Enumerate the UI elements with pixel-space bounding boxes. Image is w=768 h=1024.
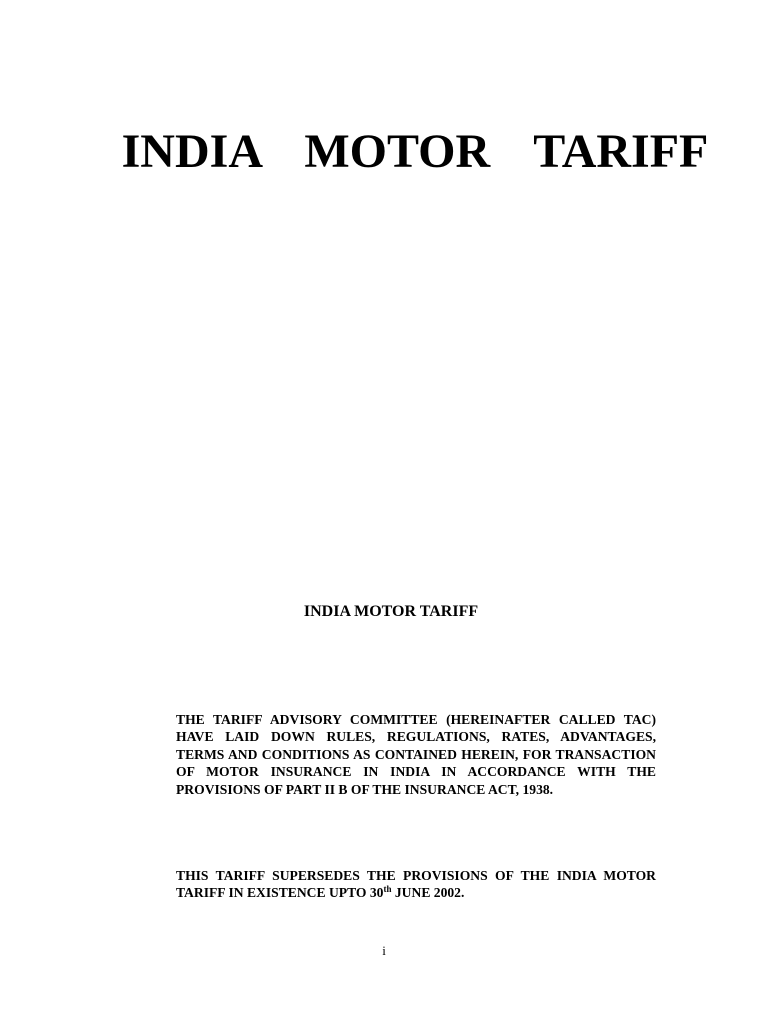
date-ordinal-superscript: th	[383, 884, 392, 895]
sub-title: INDIA MOTOR TARIFF	[303, 603, 479, 620]
page-number: i	[382, 943, 386, 958]
paragraph-supersedes-text: THIS TARIFF SUPERSEDES THE PROVISIONS OF THE INDIA MOTOR TARIFF IN EXISTENCE UPTO 30	[176, 868, 656, 901]
paragraph-supersedes	[176, 867, 656, 902]
paragraph-supersedes-date-end: JUNE 2002.	[391, 885, 465, 901]
main-title: INDIA MOTOR TARIFF	[121, 125, 709, 178]
paragraph-tac-rules: THE TARIFF ADVISORY COMMITTEE (HEREINAFTER CALLED TAC) HAVE LAID DOWN RULES, REGULATIONS, RATES, ADVANTAGES, TERMS AND CONDITIONS AS CONTAINED HEREIN, FOR TRANSACTION OF MOTOR INSURANCE IN INDIA IN ACCORDANCE WITH THE PROVISIONS OF PART II B OF THE INSURANCE ACT, 1938.	[176, 712, 656, 797]
